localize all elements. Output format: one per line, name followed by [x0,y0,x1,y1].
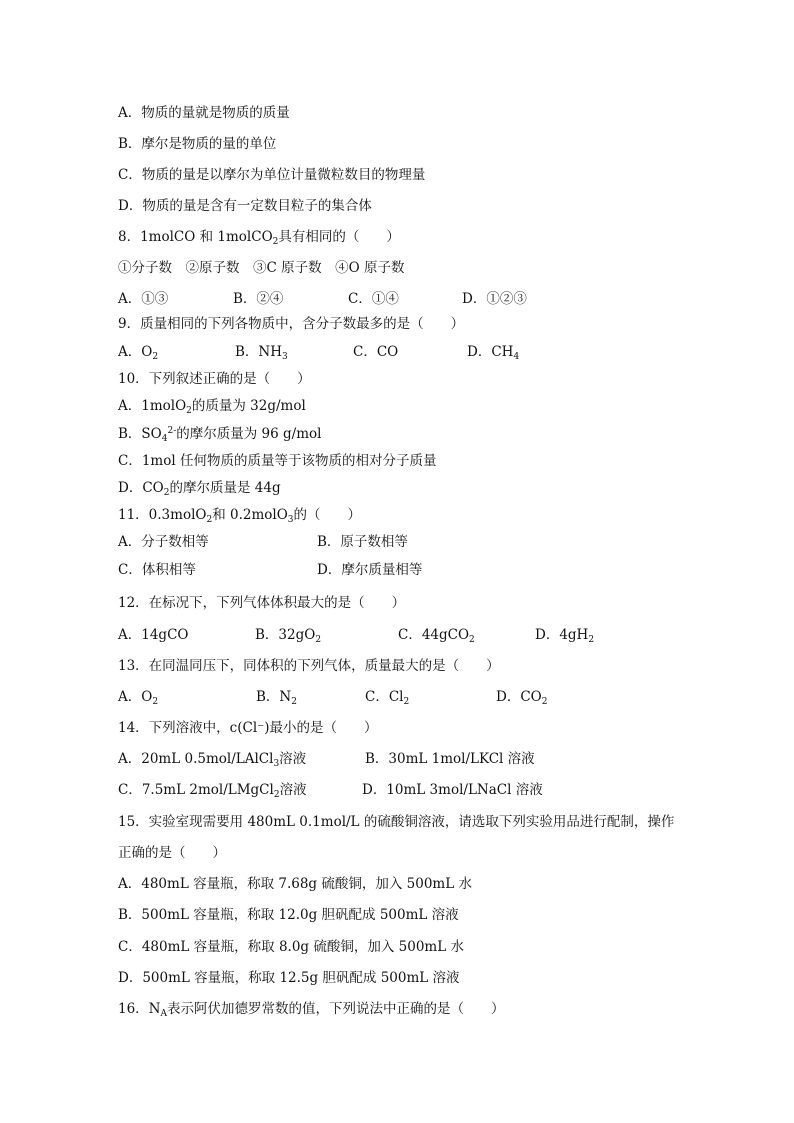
q14-option-d: D．10mL 3mol/LNaCl 溶液 [362,782,543,798]
q14-option-a: A．20mL 0.5mol/LAlCl$_3$溶液 [118,751,307,769]
q9-stem: 9．质量相同的下列各物质中，含分子数最多的是（ ） [118,316,465,332]
q11-option-b: B．原子数相等 [317,534,408,550]
q7-option-b: B．摩尔是物质的量的单位 [118,136,277,152]
q13-stem: 13．在同温同压下，同体积的下列气体，质量最大的是（ ） [118,658,500,674]
q12-option-b: B．$32gO_2$ [255,627,322,645]
q12-stem: 12．在标况下，下列气体体积最大的是（ ） [118,595,406,611]
q13-option-b: B．$N_2$ [256,689,297,707]
q11-option-d: D．摩尔质量相等 [317,562,423,578]
q8-items: ①分子数 ②原子数 ③C 原子数 ④O 原子数 [118,260,405,276]
q8-option-a: A．①③ [118,291,169,307]
q15-option-c: C．480mL 容量瓶，称取 8.0g 硫酸铜，加入 500mL 水 [118,939,464,955]
q8-option-b: B．②④ [233,291,284,307]
q7-option-d: D．物质的量是含有一定数目粒子的集合体 [118,198,372,214]
q9-option-b: B．$NH_3$ [235,344,288,362]
q9-option-a: A．$O_2$ [118,344,159,362]
q12-option-c: C．44gCO$_2$ [398,627,475,645]
q7-option-a: A．物质的量就是物质的质量 [118,105,290,121]
q13-option-d: D．$CO_2$ [496,689,548,707]
q14-option-c: C．7.5mL 2mol/LMgCl$_2$溶液 [118,782,307,800]
q10-stem: 10．下列叙述正确的是（ ） [118,371,311,387]
q7-option-c: C．物质的量是以摩尔为单位计量微粒数目的物理量 [118,167,426,183]
q9-option-c: C．CO [353,344,399,360]
q12-option-d: D．$4gH_2$ [535,627,595,645]
q10-option-b: B．$SO_4^{2-}$的摩尔质量为 96 g/mol [118,426,322,444]
q15-stem-line1: 15．实验室现需要用 480mL 0.1mol/L 的硫酸铜溶液，请选取下列实验用品进行配制，操作 [118,814,675,830]
q14-option-b: B．30mL 1mol/LKCl 溶液 [365,751,535,767]
q11-stem: 11．0.3molO$_2$和 0.2molO$_3$的（ ） [118,507,362,525]
q15-option-a: A．480mL 容量瓶，称取 7.68g 硫酸铜，加入 500mL 水 [118,876,472,892]
q16-stem: 16．$N_A$表示阿伏加德罗常数的值，下列说法中正确的是（ ） [118,1001,505,1019]
q8-stem: 8．1molCO 和 1molCO$_2$具有相同的（ ） [118,229,400,247]
q11-option-a: A．分子数相等 [118,534,209,550]
q10-option-d: D．$CO_2$的摩尔质量是 44g [118,480,281,498]
q15-option-b: B．500mL 容量瓶，称取 12.0g 胆矾配成 500mL 溶液 [118,907,459,923]
q8-option-c: C．①④ [348,291,399,307]
q11-option-c: C．体积相等 [118,562,196,578]
q9-option-d: D．$CH_4$ [467,344,520,362]
q13-option-a: A．$O_2$ [118,689,159,707]
q15-option-d: D．500mL 容量瓶，称取 12.5g 胆矾配成 500mL 溶液 [118,970,460,986]
q10-option-c: C．1mol 任何物质的质量等于该物质的相对分子质量 [118,453,437,469]
q8-option-d: D．①②③ [462,291,527,307]
q15-stem-line2: 正确的是（ ） [118,845,226,861]
q12-option-a: A．14gCO [118,627,189,643]
q10-option-a: A．1molO$_2$的质量为 32g/mol [118,398,306,416]
q14-stem: 14．下列溶液中，c(Cl⁻)最小的是（ ） [118,720,378,736]
q13-option-c: C．$Cl_2$ [365,689,410,707]
